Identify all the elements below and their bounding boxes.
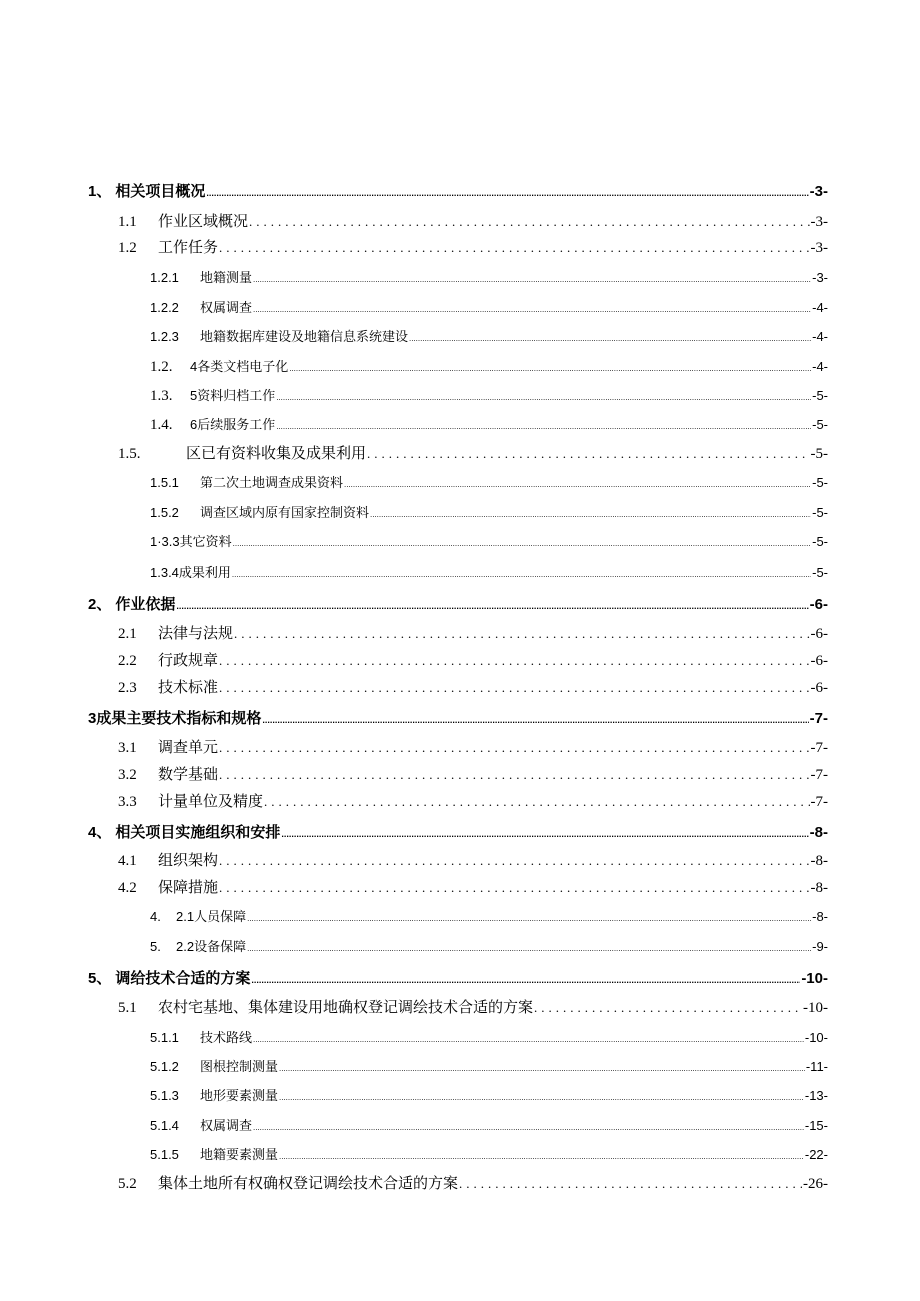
toc-page: -8-	[810, 853, 828, 869]
dot-leader	[409, 334, 811, 343]
toc-entry[interactable]	[118, 622, 828, 643]
dot-leader	[219, 653, 809, 669]
toc-title: 权属调查	[200, 1118, 253, 1133]
dot-leader	[253, 1035, 804, 1044]
dot-leader	[234, 626, 809, 642]
toc-page: -9-	[812, 939, 828, 954]
toc-entry[interactable]	[118, 1172, 828, 1193]
dot-leader	[219, 240, 809, 256]
toc-number: 4.2	[118, 880, 137, 896]
toc-entry[interactable]	[150, 1027, 828, 1046]
dot-leader	[253, 1123, 804, 1132]
toc-title: 组织架构	[158, 853, 219, 869]
toc-entry[interactable]	[118, 649, 828, 670]
toc-title: 区已有资料收集及成果利用	[186, 446, 367, 462]
toc-number: 2.1	[118, 626, 137, 642]
toc-number: 2.3	[118, 680, 137, 696]
toc-page: -5-	[812, 505, 828, 520]
toc-page: -22-	[804, 1147, 828, 1162]
toc-entry[interactable]	[150, 1144, 828, 1163]
toc-title: 地籍测量	[200, 270, 253, 285]
toc-title: 5资料归档工作	[190, 388, 276, 403]
toc-page: -7-	[809, 710, 828, 727]
toc-page: -7-	[810, 767, 828, 783]
toc-title: 法律与法规	[158, 626, 234, 642]
toc-entry[interactable]	[88, 707, 828, 728]
dot-leader	[262, 715, 808, 725]
toc-number: 2、	[88, 596, 112, 613]
toc-page: -5-	[812, 534, 828, 549]
toc-entry[interactable]	[150, 502, 828, 521]
toc-title: 3成果主要技术指标和规格	[88, 710, 262, 727]
toc-number: 5.1.1	[150, 1030, 179, 1045]
toc-title: 集体土地所有权确权登记调绘技术合适的方案	[158, 1176, 459, 1192]
dot-leader	[206, 188, 808, 198]
toc-title: 保障措施	[158, 880, 219, 896]
dot-leader	[289, 364, 811, 373]
toc-title: 相关项目实施组织和安排	[115, 824, 281, 841]
toc-page: -10-	[804, 1030, 828, 1045]
toc-entry[interactable]	[118, 236, 828, 257]
dot-leader	[247, 914, 811, 923]
toc-entry[interactable]	[150, 1056, 828, 1075]
toc-number: 5、	[88, 970, 112, 987]
dot-leader	[367, 446, 809, 462]
dot-leader	[249, 214, 809, 230]
dot-leader	[219, 680, 809, 696]
toc-page: -6-	[810, 626, 828, 642]
toc-page: -3-	[810, 240, 828, 256]
toc-number: 4.1	[118, 853, 137, 869]
toc-number: 1.5.2	[150, 505, 179, 520]
toc-entry[interactable]	[150, 385, 828, 405]
dot-leader	[344, 480, 811, 489]
toc-number: 1.2.2	[150, 300, 179, 315]
toc-page: -8-	[809, 824, 828, 841]
dot-leader	[232, 570, 811, 579]
dot-leader	[279, 1064, 805, 1073]
toc-number: 5.1	[118, 1000, 137, 1016]
toc-title: 调给技术合适的方案	[115, 970, 251, 987]
toc-entry[interactable]	[150, 356, 828, 376]
toc-title: 相关项目概况	[115, 183, 206, 200]
toc-title: 地籍数据库建设及地籍信息系统建设	[200, 329, 409, 344]
dot-leader	[247, 944, 811, 953]
toc-entry[interactable]	[118, 210, 828, 231]
dot-leader	[281, 829, 808, 839]
toc-page: -6-	[810, 680, 828, 696]
toc-title: 技术路线	[200, 1030, 253, 1045]
dot-leader	[176, 601, 808, 611]
toc-number: 5.1.2	[150, 1059, 179, 1074]
toc-entry[interactable]	[150, 906, 828, 925]
toc-entry[interactable]	[150, 267, 828, 286]
toc-page: -5-	[812, 475, 828, 490]
toc-page: -4-	[812, 329, 828, 344]
toc-title: 地形要素测量	[200, 1088, 279, 1103]
dot-leader	[264, 794, 809, 810]
toc-page: -26-	[803, 1176, 828, 1192]
toc-entry[interactable]	[118, 849, 828, 870]
toc-page: -10-	[801, 970, 828, 987]
toc-page: -8-	[810, 880, 828, 896]
toc-entry[interactable]	[150, 562, 828, 581]
toc-entry[interactable]	[118, 442, 828, 463]
toc-page: -5-	[812, 388, 828, 403]
toc-number: 5.1.5	[150, 1147, 179, 1162]
toc-page: -5-	[810, 446, 828, 462]
toc-page: -10-	[803, 1000, 828, 1016]
toc-title: 权属调查	[200, 300, 253, 315]
toc-number: 1.2.3	[150, 329, 179, 344]
toc-title: 2.1人员保障	[176, 909, 247, 924]
toc-number: 1.5.	[118, 446, 141, 462]
toc-page: -15-	[804, 1118, 828, 1133]
toc-number: 3.1	[118, 740, 137, 756]
toc-entry[interactable]	[118, 790, 828, 811]
toc-page: -11-	[805, 1059, 828, 1074]
dot-leader	[219, 880, 809, 896]
dot-leader	[279, 1093, 804, 1102]
toc-title: 工作任务	[158, 240, 219, 256]
dot-leader	[534, 1000, 802, 1016]
toc-entry[interactable]	[118, 763, 828, 784]
dot-leader	[251, 975, 800, 985]
dot-leader	[219, 853, 809, 869]
toc-entry[interactable]	[150, 326, 828, 345]
toc-title: 数学基础	[158, 767, 219, 783]
toc-page: -13-	[804, 1088, 828, 1103]
toc-title: 调查区域内原有国家控制资料	[200, 505, 370, 520]
toc-title: 技术标准	[158, 680, 219, 696]
toc-number: 2.2	[118, 653, 137, 669]
toc-title: 作业依据	[115, 596, 176, 613]
toc-page: -7-	[810, 794, 828, 810]
toc-number: 5.	[150, 939, 161, 954]
toc-title: 作业区域概况	[158, 214, 249, 230]
toc-entry[interactable]	[118, 736, 828, 757]
toc-title: 计量单位及精度	[158, 794, 264, 810]
dot-leader	[219, 740, 809, 756]
toc-entry[interactable]	[150, 1115, 828, 1134]
dot-leader	[276, 393, 811, 402]
toc-number: 5.2	[118, 1176, 137, 1192]
toc-entry[interactable]	[150, 531, 828, 550]
toc-entry[interactable]	[150, 936, 828, 955]
toc-entry[interactable]	[150, 297, 828, 316]
toc-number: 1.3.	[150, 388, 173, 404]
toc-page: -5-	[812, 417, 828, 432]
toc-entry[interactable]	[88, 967, 828, 988]
toc-entry[interactable]	[150, 414, 828, 434]
toc-entry[interactable]	[118, 996, 828, 1017]
dot-leader	[459, 1176, 802, 1192]
toc-page: -6-	[810, 653, 828, 669]
toc-number: 1.5.1	[150, 475, 179, 490]
toc-title: 2.2设备保障	[176, 939, 247, 954]
toc-entry[interactable]	[118, 676, 828, 697]
toc-entry[interactable]	[88, 180, 828, 201]
toc-number: 1.2	[118, 240, 137, 256]
toc-page: -4-	[812, 359, 828, 374]
toc-number: 4.	[150, 909, 161, 924]
toc-number: 5.1.3	[150, 1088, 179, 1103]
toc-number: 1.1	[118, 214, 137, 230]
toc-page: -3-	[812, 270, 828, 285]
toc-number: 3.2	[118, 767, 137, 783]
toc-title: 6后续服务工作	[190, 417, 276, 432]
toc-number: 1.4.	[150, 417, 173, 433]
toc-entry[interactable]	[150, 1085, 828, 1104]
toc-title: 图根控制测量	[200, 1059, 279, 1074]
toc-page: -3-	[809, 183, 828, 200]
toc-title: 地籍要素测量	[200, 1147, 279, 1162]
dot-leader	[370, 510, 811, 519]
dot-leader	[276, 422, 811, 431]
toc-page: -8-	[812, 909, 828, 924]
toc-title: 农村宅基地、集体建设用地确权登记调绘技术合适的方案	[158, 1000, 534, 1016]
dot-leader	[279, 1152, 804, 1161]
toc-page: -4-	[812, 300, 828, 315]
toc-number: 3.3	[118, 794, 137, 810]
toc-title: 1·3.3其它资料	[150, 534, 232, 549]
toc-page: -7-	[810, 740, 828, 756]
toc-number: 1.2.1	[150, 270, 179, 285]
toc-page: -3-	[810, 214, 828, 230]
toc-number: 1、	[88, 183, 112, 200]
toc-entry[interactable]	[118, 876, 828, 897]
toc-entry[interactable]	[88, 821, 828, 842]
toc-title: 1.3.4成果利用	[150, 565, 231, 580]
dot-leader	[219, 767, 809, 783]
dot-leader	[233, 539, 811, 548]
toc-entry[interactable]	[88, 593, 828, 614]
toc-title: 调查单元	[158, 740, 219, 756]
dot-leader	[253, 275, 811, 284]
toc-title: 4各类文档电子化	[190, 359, 289, 374]
toc-title: 行政规章	[158, 653, 219, 669]
toc-number: 5.1.4	[150, 1118, 179, 1133]
toc-title: 第二次土地调查成果资料	[200, 475, 344, 490]
toc-number: 4、	[88, 824, 112, 841]
toc-entry[interactable]	[150, 472, 828, 491]
dot-leader	[253, 305, 811, 314]
toc-page: -5-	[812, 565, 828, 580]
toc-page: -6-	[809, 596, 828, 613]
toc-number: 1.2.	[150, 359, 173, 375]
